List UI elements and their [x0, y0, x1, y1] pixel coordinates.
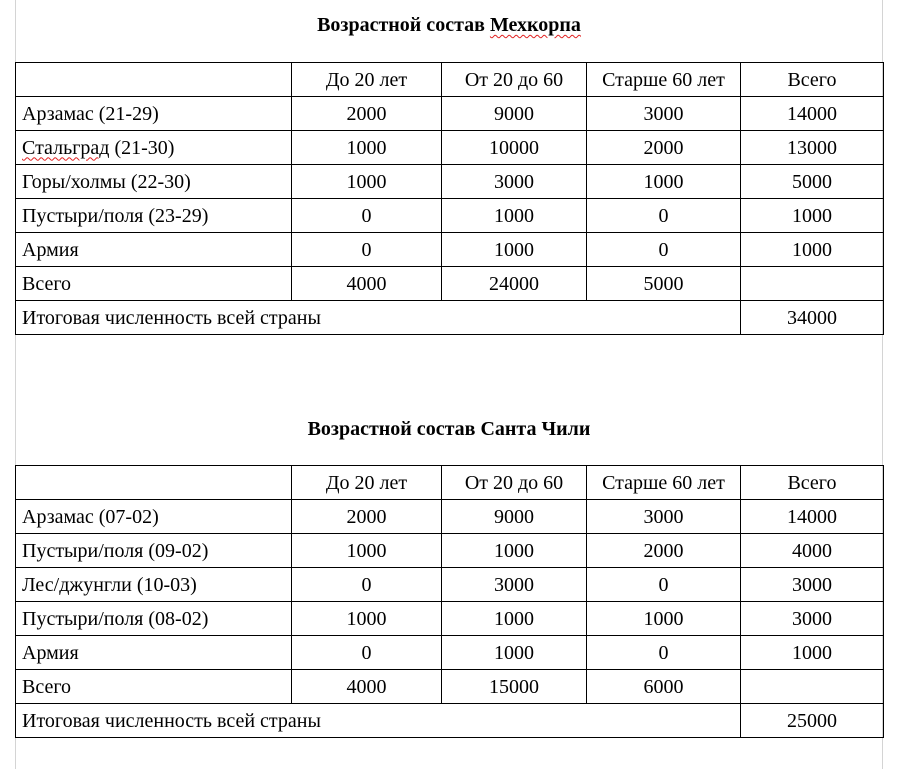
cell-under-20[interactable]: 0: [292, 568, 442, 602]
row-label-name: Арзамас: [22, 102, 94, 125]
cell-over-60[interactable]: 1000: [587, 165, 741, 199]
cell-20-to-60[interactable]: 24000: [442, 267, 587, 301]
cell-under-20[interactable]: 1000: [292, 165, 442, 199]
row-label-range: (21-30): [109, 136, 175, 159]
cell-over-60[interactable]: 2000: [587, 131, 741, 165]
header-cell-total[interactable]: Всего: [741, 63, 884, 97]
title-prefix: Возрастной состав: [317, 14, 485, 36]
row-label[interactable]: [16, 131, 292, 165]
country-total-label[interactable]: Итоговая численность всей страны: [16, 301, 741, 335]
cell-20-to-60[interactable]: 3000: [442, 165, 587, 199]
row-label-name: Пустыри/поля: [22, 607, 144, 630]
header-cell-over-60[interactable]: Старше 60 лет: [587, 466, 741, 500]
row-label[interactable]: [16, 670, 292, 704]
cell-total[interactable]: 5000: [741, 165, 884, 199]
cell-20-to-60[interactable]: 9000: [442, 500, 587, 534]
age-table-santa-chili: [15, 465, 884, 738]
row-label[interactable]: [16, 233, 292, 267]
row-label-name: Всего: [22, 272, 72, 295]
cell-over-60[interactable]: 5000: [587, 267, 741, 301]
cell-20-to-60[interactable]: 15000: [442, 670, 587, 704]
cell-under-20[interactable]: 0: [292, 233, 442, 267]
cell-20-to-60[interactable]: 1000: [442, 233, 587, 267]
cell-under-20[interactable]: 1000: [292, 534, 442, 568]
row-label-name: Арзамас: [22, 505, 94, 528]
table-row: [16, 534, 884, 568]
age-table-mehkorpa: [15, 62, 884, 335]
header-cell-over-60[interactable]: Старше 60 лет: [587, 63, 741, 97]
table-row: [16, 500, 884, 534]
row-label-name: Пустыри/поля: [22, 204, 144, 227]
row-label-name: Лес/джунгли: [22, 573, 132, 596]
table-row: [16, 636, 884, 670]
totals-row: [16, 670, 884, 704]
cell-total[interactable]: 3000: [741, 602, 884, 636]
cell-total[interactable]: 1000: [741, 199, 884, 233]
cell-over-60[interactable]: 2000: [587, 534, 741, 568]
cell-over-60[interactable]: 3000: [587, 97, 741, 131]
row-label[interactable]: [16, 97, 292, 131]
title-name: Мехкорпа: [489, 14, 581, 36]
cell-total[interactable]: 13000: [741, 131, 884, 165]
row-label-range: (22-30): [125, 170, 191, 193]
table-row: [16, 602, 884, 636]
row-label-range: (10-03): [131, 573, 197, 596]
cell-under-20[interactable]: 0: [292, 636, 442, 670]
cell-under-20[interactable]: 4000: [292, 267, 442, 301]
cell-over-60[interactable]: 0: [587, 199, 741, 233]
cell-over-60[interactable]: 0: [587, 233, 741, 267]
row-label[interactable]: [16, 165, 292, 199]
cell-total[interactable]: [741, 670, 884, 704]
header-row: [16, 466, 884, 500]
header-cell-region[interactable]: [16, 466, 292, 500]
table-row: [16, 165, 884, 199]
cell-20-to-60[interactable]: 1000: [442, 199, 587, 233]
table-title-mehkorpa: [16, 13, 882, 37]
cell-under-20[interactable]: 1000: [292, 602, 442, 636]
cell-over-60[interactable]: 1000: [587, 602, 741, 636]
table-row: [16, 568, 884, 602]
header-cell-under-20[interactable]: До 20 лет: [292, 466, 442, 500]
cell-20-to-60[interactable]: 10000: [442, 131, 587, 165]
cell-20-to-60[interactable]: 1000: [442, 602, 587, 636]
row-label[interactable]: [16, 602, 292, 636]
country-total-row: [16, 301, 884, 335]
table-row: [16, 233, 884, 267]
table-row: [16, 97, 884, 131]
header-cell-20-to-60[interactable]: От 20 до 60: [442, 466, 587, 500]
row-label-name: Всего: [22, 675, 72, 698]
row-label[interactable]: [16, 267, 292, 301]
cell-under-20[interactable]: 4000: [292, 670, 442, 704]
cell-20-to-60[interactable]: 3000: [442, 568, 587, 602]
table-row: [16, 131, 884, 165]
row-label-name: Горы/холмы: [22, 170, 126, 193]
header-cell-total[interactable]: Всего: [741, 466, 884, 500]
header-cell-under-20[interactable]: До 20 лет: [292, 63, 442, 97]
cell-total[interactable]: 4000: [741, 534, 884, 568]
title-prefix: Возрастной состав: [307, 418, 476, 440]
row-label-range: (07-02): [93, 505, 159, 528]
title-name: Санта Чили: [480, 418, 591, 440]
cell-over-60[interactable]: 0: [587, 636, 741, 670]
cell-total[interactable]: 14000: [741, 500, 884, 534]
cell-under-20[interactable]: 1000: [292, 131, 442, 165]
cell-over-60[interactable]: 6000: [587, 670, 741, 704]
row-label[interactable]: [16, 568, 292, 602]
row-label[interactable]: [16, 534, 292, 568]
table-title-santa-chili: [16, 417, 882, 441]
row-label-range: (21-29): [93, 102, 159, 125]
cell-under-20[interactable]: 2000: [292, 97, 442, 131]
country-total-value[interactable]: 34000: [741, 301, 884, 335]
cell-20-to-60[interactable]: 9000: [442, 97, 587, 131]
country-total-label[interactable]: Итоговая численность всей страны: [16, 704, 741, 738]
cell-over-60[interactable]: 3000: [587, 500, 741, 534]
cell-total[interactable]: 3000: [741, 568, 884, 602]
row-label-range: (23-29): [143, 204, 209, 227]
cell-under-20[interactable]: 0: [292, 199, 442, 233]
row-label-name: Армия: [22, 641, 79, 664]
cell-20-to-60[interactable]: 1000: [442, 534, 587, 568]
cell-20-to-60[interactable]: 1000: [442, 636, 587, 670]
country-total-value[interactable]: 25000: [741, 704, 884, 738]
row-label-name: Армия: [22, 238, 79, 261]
cell-total[interactable]: 14000: [741, 97, 884, 131]
row-label[interactable]: [16, 636, 292, 670]
table-row: [16, 199, 884, 233]
row-label-range: (09-02): [143, 539, 209, 562]
row-label-range: (08-02): [143, 607, 209, 630]
header-cell-region[interactable]: [16, 63, 292, 97]
row-label[interactable]: [16, 500, 292, 534]
row-label-name: Пустыри/поля: [22, 539, 144, 562]
totals-row: [16, 267, 884, 301]
cell-total[interactable]: [741, 267, 884, 301]
cell-total[interactable]: 1000: [741, 233, 884, 267]
header-cell-20-to-60[interactable]: От 20 до 60: [442, 63, 587, 97]
cell-over-60[interactable]: 0: [587, 568, 741, 602]
cell-total[interactable]: 1000: [741, 636, 884, 670]
cell-under-20[interactable]: 2000: [292, 500, 442, 534]
row-label-name: Стальград: [22, 136, 110, 159]
row-label[interactable]: [16, 199, 292, 233]
header-row: [16, 63, 884, 97]
country-total-row: [16, 704, 884, 738]
